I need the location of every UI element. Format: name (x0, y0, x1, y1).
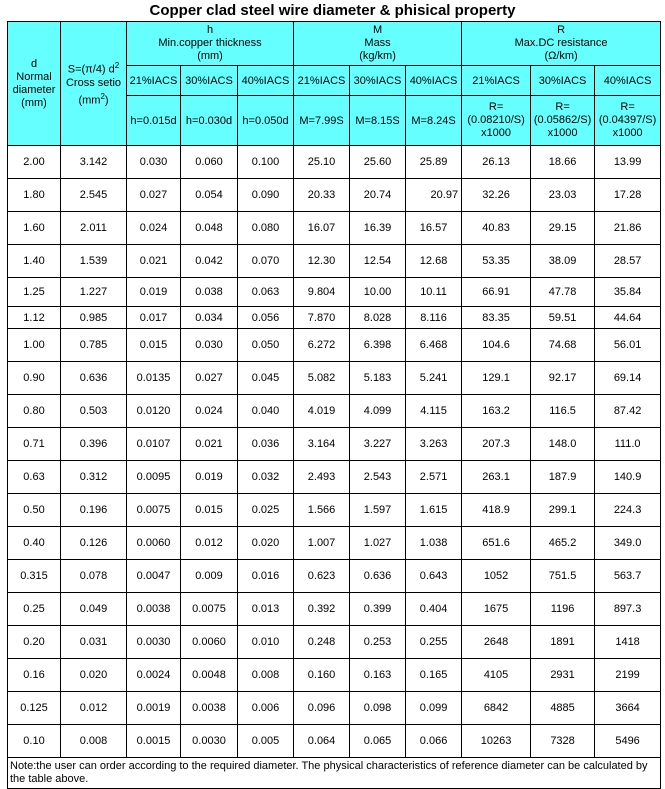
table-cell: 0.785 (61, 329, 127, 362)
table-cell: 10.11 (406, 278, 462, 307)
table-cell: 0.0019 (127, 692, 181, 725)
table-cell: 0.0060 (127, 527, 181, 560)
table-cell: 897.3 (595, 593, 661, 626)
table-cell: 16.57 (406, 212, 462, 245)
table-cell: 1.615 (406, 494, 462, 527)
table-cell: 1891 (531, 626, 595, 659)
table-cell: 53.35 (462, 245, 531, 278)
table-cell: 0.623 (294, 560, 350, 593)
table-cell: 16.39 (350, 212, 406, 245)
table-cell: 0.312 (61, 461, 127, 494)
table-cell: 0.196 (61, 494, 127, 527)
grade-h-40: 40%IACS (238, 66, 294, 96)
table-body (8, 146, 661, 758)
table-cell: 0.054 (181, 179, 238, 212)
table-cell: 0.392 (294, 593, 350, 626)
grade-h-30: 30%IACS (181, 66, 238, 96)
table-cell: 28.57 (595, 245, 661, 278)
table-cell: 1418 (595, 626, 661, 659)
table-cell: 0.021 (181, 428, 238, 461)
table-row (8, 329, 661, 362)
table-cell: 13.99 (595, 146, 661, 179)
formula-r-40: R= (0.04397/S) x1000 (595, 96, 661, 146)
table-cell: 0.80 (8, 395, 61, 428)
table-cell: 4.019 (294, 395, 350, 428)
table-cell: 1052 (462, 560, 531, 593)
table-cell: 3664 (595, 692, 661, 725)
table-cell: 1.027 (350, 527, 406, 560)
table-cell: 23.03 (531, 179, 595, 212)
table-cell: 0.090 (238, 179, 294, 212)
table-cell: 0.020 (238, 527, 294, 560)
table-cell: 5.082 (294, 362, 350, 395)
table-cell: 25.10 (294, 146, 350, 179)
table-row (8, 593, 661, 626)
table-row (8, 560, 661, 593)
formula-h-30: h=0.030d (181, 96, 238, 146)
table-cell: 10263 (462, 725, 531, 758)
table-cell: 16.07 (294, 212, 350, 245)
table-cell: 47.78 (531, 278, 595, 307)
formula-r-30: R= (0.05862/S) x1000 (531, 96, 595, 146)
table-cell: 0.20 (8, 626, 61, 659)
table-cell: 0.0075 (181, 593, 238, 626)
table-cell: 563.7 (595, 560, 661, 593)
table-cell: 29.15 (531, 212, 595, 245)
table-cell: 129.1 (462, 362, 531, 395)
table-row (8, 527, 661, 560)
table-cell: 0.0107 (127, 428, 181, 461)
document-title: Copper clad steel wire diameter & phisical property (149, 2, 516, 19)
formula-r-21: R= (0.08210/S) x1000 (462, 96, 531, 146)
table-cell: 2.545 (61, 179, 127, 212)
table-cell: 12.54 (350, 245, 406, 278)
table-cell: 0.0060 (181, 626, 238, 659)
table-cell: 0.253 (350, 626, 406, 659)
table-cell: 207.3 (462, 428, 531, 461)
table-cell: 0.10 (8, 725, 61, 758)
table-cell: 0.042 (181, 245, 238, 278)
table-cell: 148.0 (531, 428, 595, 461)
table-cell: 32.26 (462, 179, 531, 212)
table-cell: 0.0075 (127, 494, 181, 527)
table-cell: 651.6 (462, 527, 531, 560)
table-cell: 0.013 (238, 593, 294, 626)
table-cell: 1.25 (8, 278, 61, 307)
table-cell: 5496 (595, 725, 661, 758)
table-cell: 751.5 (531, 560, 595, 593)
table-cell: 0.027 (181, 362, 238, 395)
table-cell: 20.97 (406, 179, 462, 212)
table-cell: 40.83 (462, 212, 531, 245)
grade-m-30: 30%IACS (350, 66, 406, 96)
table-cell: 140.9 (595, 461, 661, 494)
table-cell: 8.028 (350, 307, 406, 329)
table-cell: 0.034 (181, 307, 238, 329)
table-cell: 0.019 (127, 278, 181, 307)
table-cell: 1.00 (8, 329, 61, 362)
table-cell: 2931 (531, 659, 595, 692)
table-cell: 56.01 (595, 329, 661, 362)
table-cell: 1.038 (406, 527, 462, 560)
table-cell: 0.160 (294, 659, 350, 692)
table-cell: 0.080 (238, 212, 294, 245)
table-cell: 0.050 (238, 329, 294, 362)
table-cell: 0.030 (181, 329, 238, 362)
table-cell: 1.227 (61, 278, 127, 307)
table-cell: 0.63 (8, 461, 61, 494)
table-cell: 0.040 (238, 395, 294, 428)
grade-r-30: 30%IACS (531, 66, 595, 96)
table-cell: 2199 (595, 659, 661, 692)
table-cell: 0.0120 (127, 395, 181, 428)
table-cell: 0.50 (8, 494, 61, 527)
table-cell: 0.0030 (127, 626, 181, 659)
table-cell: 2.00 (8, 146, 61, 179)
table-cell: 0.012 (61, 692, 127, 725)
table-cell: 26.13 (462, 146, 531, 179)
table-cell: 0.25 (8, 593, 61, 626)
table-cell: 6842 (462, 692, 531, 725)
table-row (8, 278, 661, 307)
table-row (8, 725, 661, 758)
grade-r-40: 40%IACS (595, 66, 661, 96)
table-cell: 2.493 (294, 461, 350, 494)
table-cell: 0.0024 (127, 659, 181, 692)
table-row (8, 494, 661, 527)
property-table (7, 21, 661, 789)
table-cell: 0.045 (238, 362, 294, 395)
table-cell: 0.0095 (127, 461, 181, 494)
table-row (8, 428, 661, 461)
table-cell: 0.012 (181, 527, 238, 560)
table-cell: 2648 (462, 626, 531, 659)
table-cell: 0.016 (238, 560, 294, 593)
table-cell: 17.28 (595, 179, 661, 212)
table-cell: 0.636 (350, 560, 406, 593)
table-cell: 4885 (531, 692, 595, 725)
table-row (8, 461, 661, 494)
table-cell: 7328 (531, 725, 595, 758)
table-cell: 0.0048 (181, 659, 238, 692)
table-cell: 0.985 (61, 307, 127, 329)
table-cell: 12.68 (406, 245, 462, 278)
table-cell: 0.096 (294, 692, 350, 725)
table-cell: 5.183 (350, 362, 406, 395)
header-cross-section: S=(π/4) $d^2$ Cross setio $(mm^2)$ (61, 22, 127, 146)
table-cell: 0.0030 (181, 725, 238, 758)
table-cell: 2.571 (406, 461, 462, 494)
table-cell: 0.0038 (181, 692, 238, 725)
table-cell: 1.539 (61, 245, 127, 278)
table-row (8, 245, 661, 278)
header-mass: M Mass (kg/km) (294, 22, 462, 66)
table-cell: 38.09 (531, 245, 595, 278)
table-cell: 3.164 (294, 428, 350, 461)
table-cell: 0.049 (61, 593, 127, 626)
table-cell: 0.165 (406, 659, 462, 692)
table-cell: 59.51 (531, 307, 595, 329)
table-cell: 3.263 (406, 428, 462, 461)
table-cell: 6.398 (350, 329, 406, 362)
table-cell: 0.065 (350, 725, 406, 758)
grade-r-21: 21%IACS (462, 66, 531, 96)
table-row (8, 395, 661, 428)
table-row (8, 146, 661, 179)
table-cell: 0.038 (181, 278, 238, 307)
table-cell: 74.68 (531, 329, 595, 362)
table-cell: 1.12 (8, 307, 61, 329)
table-cell: 20.74 (350, 179, 406, 212)
table-cell: 0.0038 (127, 593, 181, 626)
table-cell: 1196 (531, 593, 595, 626)
table-cell: 6.468 (406, 329, 462, 362)
table-cell: 0.248 (294, 626, 350, 659)
table-cell: 21.86 (595, 212, 661, 245)
table-cell: 0.163 (350, 659, 406, 692)
table-cell: 0.036 (238, 428, 294, 461)
table-cell: 299.1 (531, 494, 595, 527)
header-resistance: R Max.DC resistance (Ω/km) (462, 22, 661, 66)
table-cell: 0.021 (127, 245, 181, 278)
table-cell: 0.008 (238, 659, 294, 692)
table-cell: 7.870 (294, 307, 350, 329)
table-cell: 1.60 (8, 212, 61, 245)
table-cell: 0.056 (238, 307, 294, 329)
table-cell: 44.64 (595, 307, 661, 329)
table-cell: 3.142 (61, 146, 127, 179)
table-cell: 0.015 (181, 494, 238, 527)
table-cell: 12.30 (294, 245, 350, 278)
table-cell: 2.011 (61, 212, 127, 245)
table-cell: 0.024 (127, 212, 181, 245)
table-row (8, 692, 661, 725)
table-cell: 4105 (462, 659, 531, 692)
grade-h-21: 21%IACS (127, 66, 181, 96)
table-cell: 1.40 (8, 245, 61, 278)
formula-m-30: M=8.15S (350, 96, 406, 146)
table-cell: 465.2 (531, 527, 595, 560)
table-cell: 18.66 (531, 146, 595, 179)
table-cell: 0.098 (350, 692, 406, 725)
grade-m-40: 40%IACS (406, 66, 462, 96)
table-cell: 0.255 (406, 626, 462, 659)
table-cell: 0.066 (406, 725, 462, 758)
table-cell: 0.396 (61, 428, 127, 461)
table-cell: 0.048 (181, 212, 238, 245)
table-cell: 104.6 (462, 329, 531, 362)
table-cell: 0.030 (127, 146, 181, 179)
table-cell: 20.33 (294, 179, 350, 212)
header-diameter: d Normal diameter (mm) (8, 22, 61, 146)
table-cell: 0.063 (238, 278, 294, 307)
table-cell: 0.0015 (127, 725, 181, 758)
table-cell: 0.070 (238, 245, 294, 278)
table-cell: 1675 (462, 593, 531, 626)
table-row (8, 626, 661, 659)
table-cell: 0.0047 (127, 560, 181, 593)
table-cell: 0.90 (8, 362, 61, 395)
table-cell: 2.543 (350, 461, 406, 494)
table-cell: 0.503 (61, 395, 127, 428)
table-cell: 1.566 (294, 494, 350, 527)
table-cell: 8.116 (406, 307, 462, 329)
table-cell: 0.078 (61, 560, 127, 593)
table-row (8, 212, 661, 245)
table-row (8, 179, 661, 212)
table-cell: 0.0135 (127, 362, 181, 395)
table-row (8, 659, 661, 692)
table-cell: 10.00 (350, 278, 406, 307)
table-cell: 87.42 (595, 395, 661, 428)
table-cell: 116.5 (531, 395, 595, 428)
table-cell: 25.60 (350, 146, 406, 179)
table-cell: 0.032 (238, 461, 294, 494)
table-cell: 0.315 (8, 560, 61, 593)
table-cell: 0.643 (406, 560, 462, 593)
table-cell: 163.2 (462, 395, 531, 428)
table-cell: 0.027 (127, 179, 181, 212)
table-row (8, 362, 661, 395)
table-cell: 1.80 (8, 179, 61, 212)
footnote: Note:the user can order according to the required diameter. The physical characteristics of reference diameter can be calculated by the table above. (8, 758, 661, 789)
table-cell: 83.35 (462, 307, 531, 329)
grade-m-21: 21%IACS (294, 66, 350, 96)
table-cell: 0.006 (238, 692, 294, 725)
table-cell: 0.126 (61, 527, 127, 560)
formula-h-21: h=0.015d (127, 96, 181, 146)
table-cell: 0.025 (238, 494, 294, 527)
table-cell: 418.9 (462, 494, 531, 527)
table-cell: 0.024 (181, 395, 238, 428)
table-cell: 187.9 (531, 461, 595, 494)
table-cell: 6.272 (294, 329, 350, 362)
table-cell: 0.020 (61, 659, 127, 692)
table-cell: 0.005 (238, 725, 294, 758)
table-cell: 0.125 (8, 692, 61, 725)
formula-m-21: M=7.99S (294, 96, 350, 146)
table-cell: 69.14 (595, 362, 661, 395)
formula-m-40: M=8.24S (406, 96, 462, 146)
table-cell: 0.060 (181, 146, 238, 179)
table-cell: 224.3 (595, 494, 661, 527)
table-cell: 349.0 (595, 527, 661, 560)
table-cell: 0.031 (61, 626, 127, 659)
table-cell: 0.010 (238, 626, 294, 659)
table-cell: 4.115 (406, 395, 462, 428)
table-cell: 35.84 (595, 278, 661, 307)
table-cell: 3.227 (350, 428, 406, 461)
table-cell: 0.099 (406, 692, 462, 725)
table-cell: 25.89 (406, 146, 462, 179)
table-cell: 0.16 (8, 659, 61, 692)
table-cell: 5.241 (406, 362, 462, 395)
table-cell: 0.064 (294, 725, 350, 758)
header-copper-thickness: h Min.copper thickness (mm) (127, 22, 294, 66)
table-cell: 111.0 (595, 428, 661, 461)
table-row (8, 307, 661, 329)
table-cell: 0.009 (181, 560, 238, 593)
table-cell: 0.399 (350, 593, 406, 626)
table-cell: 0.40 (8, 527, 61, 560)
table-cell: 0.71 (8, 428, 61, 461)
table-cell: 0.100 (238, 146, 294, 179)
table-cell: 92.17 (531, 362, 595, 395)
table-cell: 66.91 (462, 278, 531, 307)
table-cell: 1.597 (350, 494, 406, 527)
table-cell: 0.008 (61, 725, 127, 758)
formula-h-40: h=0.050d (238, 96, 294, 146)
table-header (8, 22, 661, 146)
table-cell: 263.1 (462, 461, 531, 494)
table-cell: 0.019 (181, 461, 238, 494)
table-cell: 0.636 (61, 362, 127, 395)
table-cell: 9.804 (294, 278, 350, 307)
table-cell: 0.404 (406, 593, 462, 626)
table-cell: 0.017 (127, 307, 181, 329)
table-cell: 1.007 (294, 527, 350, 560)
table-cell: 0.015 (127, 329, 181, 362)
table-cell: 4.099 (350, 395, 406, 428)
